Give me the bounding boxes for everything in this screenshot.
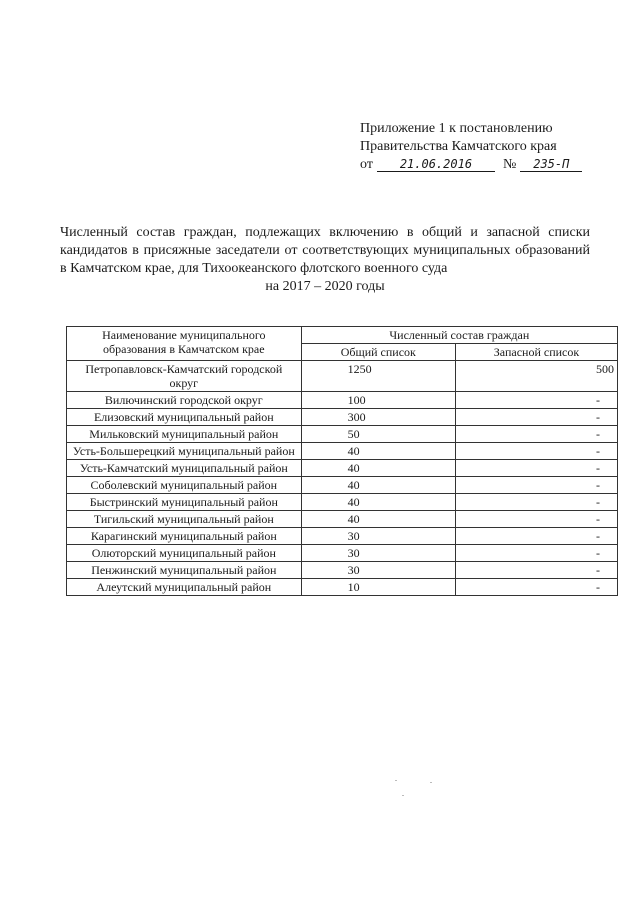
general-list-cell: 40	[301, 494, 455, 511]
reserve-list-cell: -	[456, 511, 618, 528]
reserve-list-cell: -	[456, 545, 618, 562]
reserve-list-cell: -	[456, 443, 618, 460]
municipality-name-cell: Усть-Большерецкий муниципальный район	[67, 443, 302, 460]
table-row	[67, 477, 618, 494]
municipality-name-cell: Карагинский муниципальный район	[67, 528, 302, 545]
number-sign: №	[502, 157, 517, 172]
from-label: от	[360, 157, 373, 172]
municipality-name-cell: Мильковский муниципальный район	[67, 426, 302, 443]
table-row	[67, 494, 618, 511]
title-period: на 2017 – 2020 годы	[265, 279, 385, 294]
general-list-cell: 1250	[301, 361, 455, 392]
document-title	[60, 224, 590, 296]
municipality-name-cell: Петропавловск-Камчатский городской округ	[67, 361, 302, 392]
municipality-name-cell: Усть-Камчатский муниципальный район	[67, 460, 302, 477]
municipality-name-cell: Соболевский муниципальный район	[67, 477, 302, 494]
header-reserve-list: Запасной список	[456, 344, 618, 361]
table-header-row	[67, 327, 618, 344]
table-row	[67, 361, 618, 392]
header-municipality: Наименование муниципального образования в Камчатском крае	[67, 327, 302, 361]
appendix-line-2: Правительства Камчатского края	[360, 139, 557, 154]
scan-speck	[395, 780, 397, 781]
reserve-list-cell: -	[456, 579, 618, 596]
table-row	[67, 443, 618, 460]
reserve-list-cell: -	[456, 494, 618, 511]
general-list-cell: 100	[301, 392, 455, 409]
general-list-cell: 30	[301, 545, 455, 562]
header-general-list: Общий список	[301, 344, 455, 361]
table-row	[67, 562, 618, 579]
table-row	[67, 426, 618, 443]
general-list-cell: 10	[301, 579, 455, 596]
reserve-list-cell: -	[456, 477, 618, 494]
municipality-name-cell: Быстринский муниципальный район	[67, 494, 302, 511]
general-list-cell: 40	[301, 460, 455, 477]
header-citizens-count: Численный состав граждан	[301, 327, 617, 344]
table-row	[67, 511, 618, 528]
general-list-cell: 40	[301, 443, 455, 460]
resolution-date: 21.06.2016	[377, 157, 495, 172]
municipality-name-cell: Алеутский муниципальный район	[67, 579, 302, 596]
resolution-number: 235-П	[520, 157, 582, 172]
appendix-header	[360, 120, 620, 174]
table-row	[67, 545, 618, 562]
municipality-name-cell: Пенжинский муниципальный район	[67, 562, 302, 579]
table-row	[67, 460, 618, 477]
reserve-list-cell: -	[456, 426, 618, 443]
title-text: Численный состав граждан, подлежащих включению в общий и запасной списки кандидатов в присяжные заседатели от соответствующих муниципальных образований в Камчатском крае, для Тихоокеанского флотского военного суда	[60, 225, 590, 276]
reserve-list-cell: -	[456, 460, 618, 477]
municipality-name-cell: Тигильский муниципальный район	[67, 511, 302, 528]
table-row	[67, 392, 618, 409]
appendix-line-1: Приложение 1 к постановлению	[360, 121, 553, 136]
general-list-cell: 50	[301, 426, 455, 443]
general-list-cell: 40	[301, 477, 455, 494]
table-body	[67, 361, 618, 596]
table-row	[67, 409, 618, 426]
table-row	[67, 528, 618, 545]
municipality-name-cell: Вилючинский городской округ	[67, 392, 302, 409]
reserve-list-cell: -	[456, 528, 618, 545]
table-row	[67, 579, 618, 596]
reserve-list-cell: -	[456, 392, 618, 409]
general-list-cell: 30	[301, 562, 455, 579]
municipalities-table	[66, 326, 618, 596]
reserve-list-cell: -	[456, 409, 618, 426]
reserve-list-cell: 500	[456, 361, 618, 392]
general-list-cell: 40	[301, 511, 455, 528]
reserve-list-cell: -	[456, 562, 618, 579]
general-list-cell: 300	[301, 409, 455, 426]
general-list-cell: 30	[301, 528, 455, 545]
municipality-name-cell: Елизовский муниципальный район	[67, 409, 302, 426]
appendix-line-3	[360, 156, 620, 174]
municipality-name-cell: Олюторский муниципальный район	[67, 545, 302, 562]
scan-speck	[402, 795, 404, 796]
scan-speck	[430, 782, 432, 783]
